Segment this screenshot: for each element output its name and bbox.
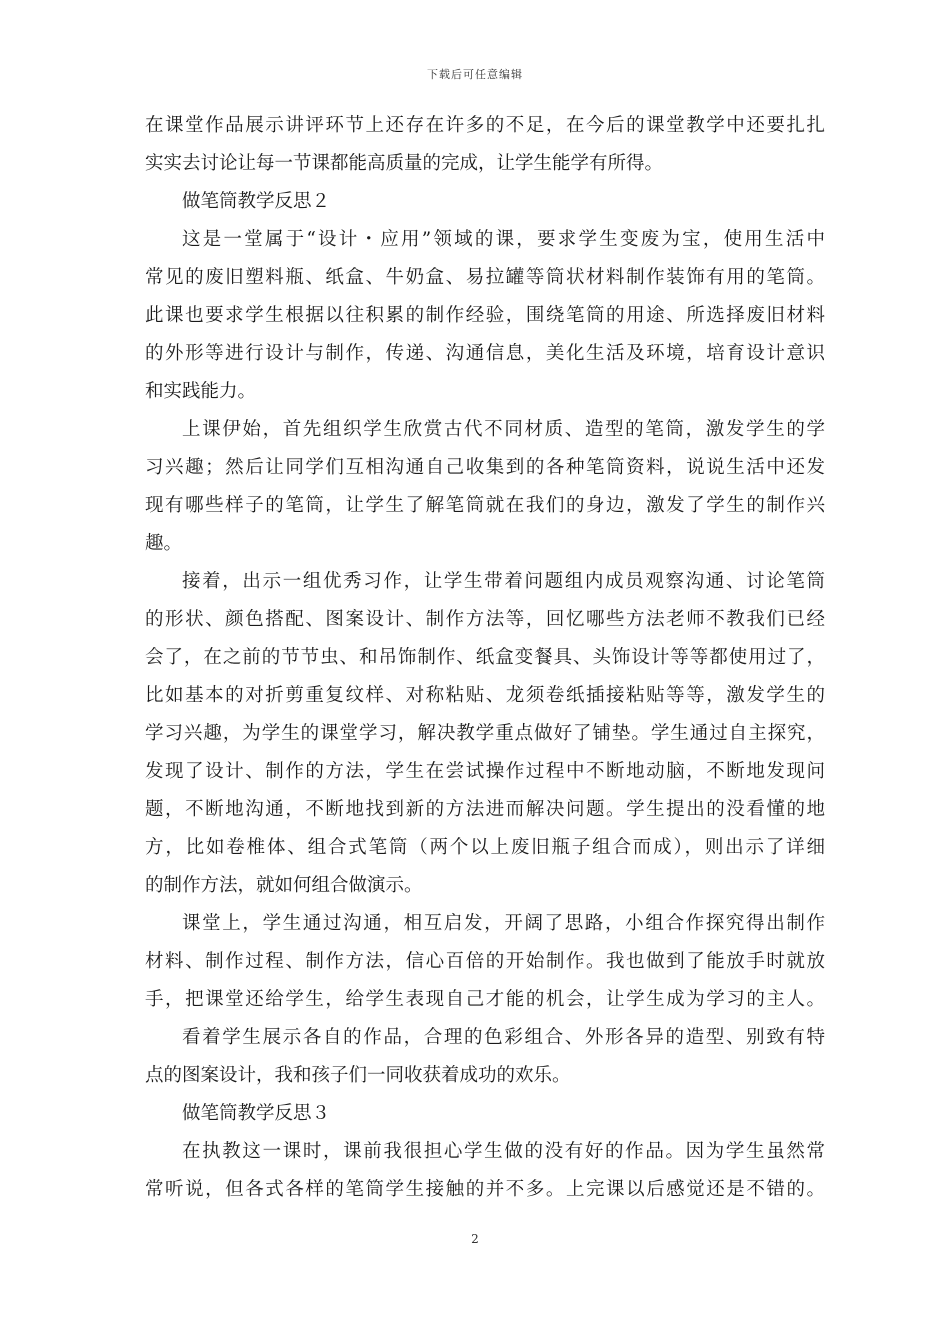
text-line: 课堂上，学生通过沟通，相互启发，开阔了思路，小组合作探究得出制作	[182, 913, 825, 934]
text-line: 做笔筒教学反思３	[182, 1103, 331, 1124]
text-line: 在课堂作品展示讲评环节上还存在许多的不足，在今后的课堂教学中还要扎扎	[145, 115, 825, 136]
text-line: 习兴趣；然后让同学们互相沟通自己收集到的各种笔筒资料，说说生活中还发	[145, 457, 825, 478]
text-line: 题，不断地沟通，不断地找到新的方法进而解决问题。学生提出的没看懂的地	[145, 799, 825, 820]
text-line: 点的图案设计，我和孩子们一同收获着成功的欢乐。	[145, 1065, 571, 1086]
text-line: 材料、制作过程、制作方法，信心百倍的开始制作。我也做到了能放手时就放	[145, 951, 825, 972]
text-line: 在执教这一课时，课前我很担心学生做的没有好的作品。因为学生虽然常	[182, 1141, 825, 1162]
text-line: 现有哪些样子的笔筒，让学生了解笔筒就在我们的身边，激发了学生的制作兴	[145, 495, 825, 516]
text-line: 的制作方法，就如何组合做演示。	[145, 875, 423, 896]
text-line: 常见的废旧塑料瓶、纸盒、牛奶盒、易拉罐等筒状材料制作装饰有用的笔筒。	[145, 267, 825, 288]
text-line: 看着学生展示各自的作品，合理的色彩组合、外形各异的造型、别致有特	[182, 1027, 825, 1048]
text-line: 方，比如卷椎体、组合式笔筒（两个以上废旧瓶子组合而成），则出示了详细	[145, 837, 825, 858]
page-header: 下载后可任意编辑	[427, 68, 523, 81]
text-line: 这是一堂属于“设计・应用”领域的课，要求学生变废为宝，使用生活中	[182, 229, 825, 250]
text-line: 趣。	[145, 533, 183, 554]
text-line: 手，把课堂还给学生，给学生表现自己才能的机会，让学生成为学习的主人。	[145, 989, 825, 1010]
text-line: 发现了设计、制作的方法，学生在尝试操作过程中不断地动脑，不断地发现问	[145, 761, 825, 782]
text-line: 上课伊始，首先组织学生欣赏古代不同材质、造型的笔筒，激发学生的学	[182, 419, 825, 440]
text-line: 此课也要求学生根据以往积累的制作经验，围绕笔筒的用途、所选择废旧材料	[145, 305, 825, 326]
page-number: 2	[471, 1232, 479, 1246]
text-line: 做笔筒教学反思２	[182, 191, 331, 212]
text-line: 常听说，但各式各样的笔筒学生接触的并不多。上完课以后感觉还是不错的。	[145, 1179, 825, 1200]
text-line: 学习兴趣，为学生的课堂学习，解决教学重点做好了铺垫。学生通过自主探究，	[145, 723, 825, 744]
text-line: 会了，在之前的节节虫、和吊饰制作、纸盒变餐具、头饰设计等等都使用过了，	[145, 647, 825, 668]
text-line: 的外形等进行设计与制作，传递、沟通信息，美化生活及环境，培育设计意识	[145, 343, 825, 364]
text-line: 接着，出示一组优秀习作，让学生带着问题组内成员观察沟通、讨论笔筒	[182, 571, 825, 592]
text-line: 比如基本的对折剪重复纹样、对称粘贴、龙须卷纸插接粘贴等等，激发学生的	[145, 685, 825, 706]
text-line: 实实去讨论让每一节课都能高质量的完成，让学生能学有所得。	[145, 153, 664, 174]
text-line: 的形状、颜色搭配、图案设计、制作方法等，回忆哪些方法老师不教我们已经	[145, 609, 825, 630]
text-line: 和实践能力。	[145, 381, 257, 402]
